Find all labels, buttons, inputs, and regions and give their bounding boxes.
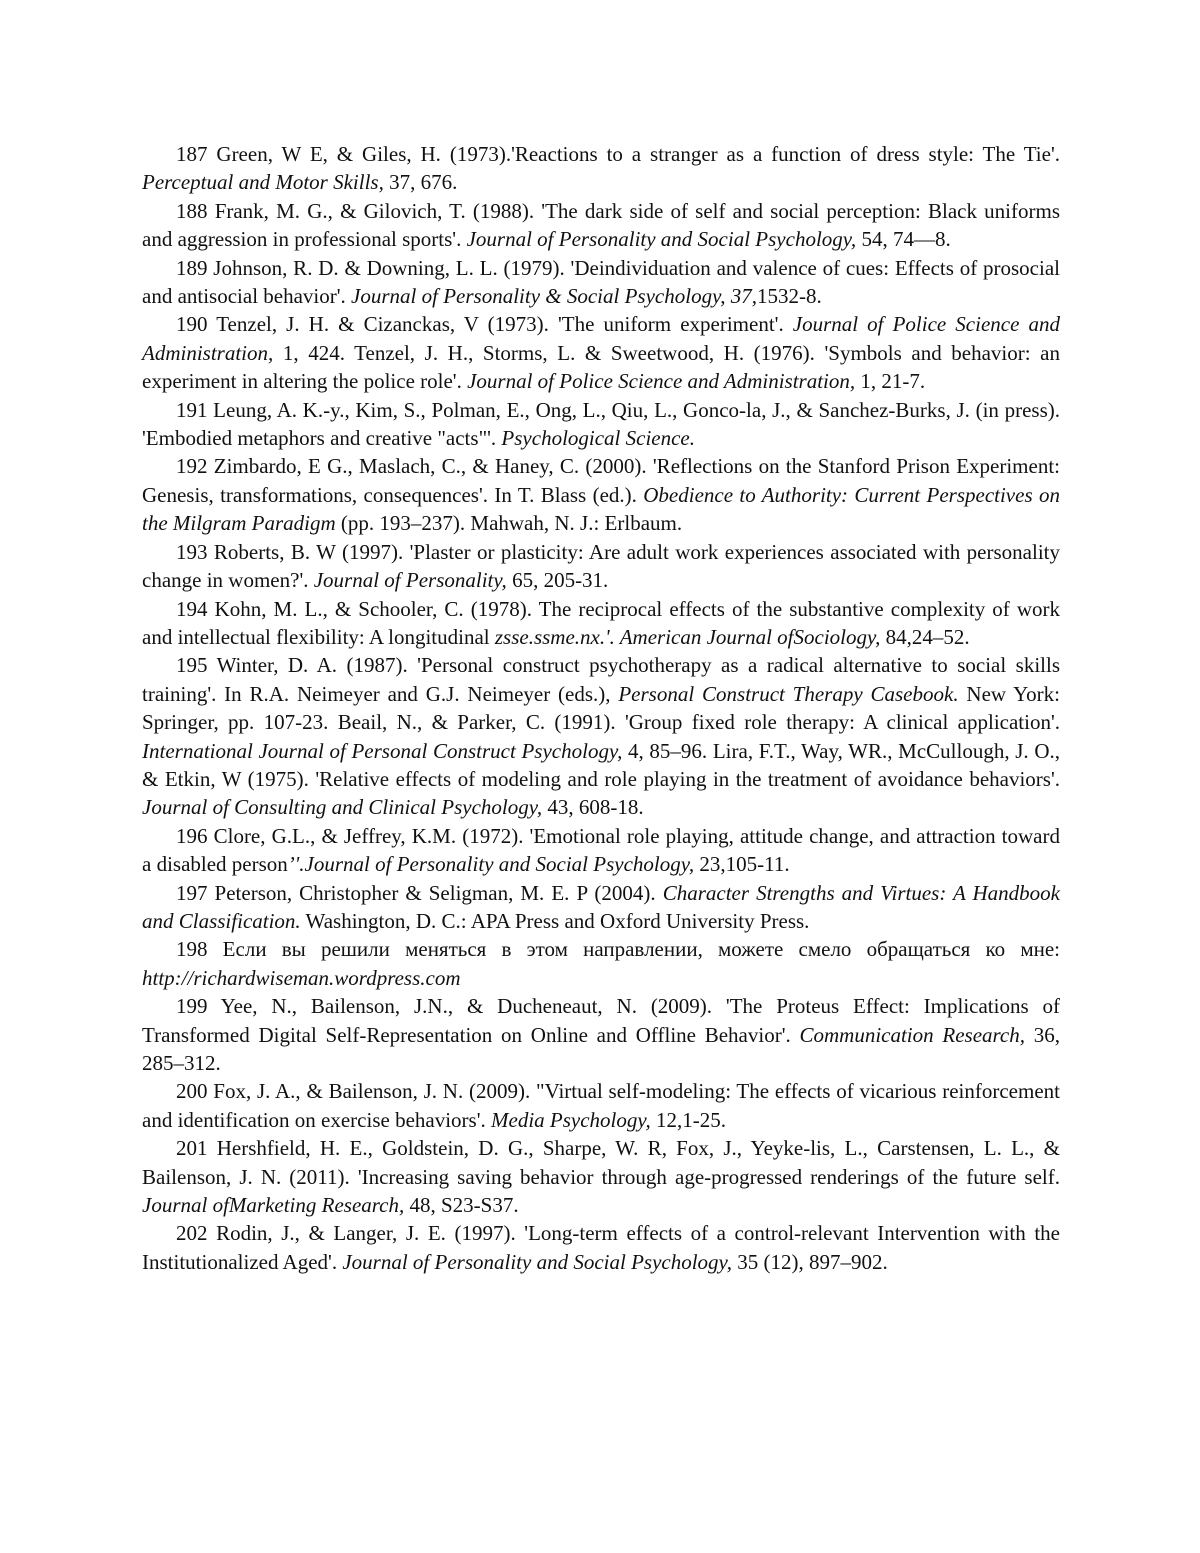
reference-text: 188 Frank, M. G., & Gilovich, T. (1988). 'The dark side of self and social perception: Black uniforms and aggression in professional sports'. (142, 198, 1060, 252)
reference-source-italic: Journal of Personality and Social Psychology, (342, 1249, 732, 1274)
reference-text: 200 Fox, J. A., & Bailenson, J. N. (2009). "Virtual self-modeling: The effects of vicarious reinforcement and identification on exercise behaviors'. (142, 1079, 1060, 1132)
reference-text: 201 Hershfield, H. E., Goldstein, D. G., Sharpe, W. R, Fox, J., Yeyke-lis, L., Carstensen, L. L., & Bailenson, J. N. (2011). 'Increasing saving behavior through age-progressed renderings of the future self. (142, 1136, 1060, 1189)
reference-source-italic: Journal ofMarketing Research, (142, 1193, 405, 1218)
reference-text: 196 Clore, G.L., & Jeffrey, K.M. (1972). 'Emotional role playing, attitude change, and attraction toward a disabled person (142, 823, 1060, 877)
reference-text: (pp. 193–237). Mahwah, N. J.: Erlbaum. (335, 511, 683, 536)
reference-source-italic: zsse.ssme.nx.'. American Journal ofSociology, (494, 624, 881, 649)
reference-source-italic: Psychological Science. (501, 426, 696, 451)
reference-text: 187 Green, W E, & Giles, H. (1973).'Reactions to a stranger as a function of dress style: The Tie'. (176, 142, 1060, 166)
reference-entry (142, 595, 1060, 652)
reference-entry (142, 452, 1060, 537)
reference-text: 199 Yee, N., Bailenson, J.N., & Ducheneaut, N. (2009). 'The Proteus Effect: Implications of Transformed Digital Self-Representation on Online and Offline Behavior'. (142, 994, 1060, 1047)
reference-entry (142, 651, 1060, 821)
reference-source-italic: Journal of Consulting and Clinical Psychology, (142, 795, 543, 820)
reference-entry (142, 538, 1060, 595)
reference-entry (142, 310, 1060, 395)
reference-text: 202 Rodin, J., & Langer, J. E. (1997). 'Long-term effects of a control-relevant Intervention with the Institutionalized Aged'. (142, 1221, 1060, 1274)
reference-text: Washington, D. C.: APA Press and Oxford University Press. (300, 908, 810, 933)
reference-entry (142, 935, 1060, 992)
reference-text: 193 Roberts, B. W (1997). 'Plaster or plasticity: Are adult work experiences associated with personality change in women?'. (142, 539, 1060, 593)
reference-text: 48, S23-S37. (404, 1193, 519, 1218)
reference-entry (142, 879, 1060, 936)
reference-text: 37, 676. (383, 170, 458, 195)
reference-text: 190 Tenzel, J. H. & Cizanckas, V (1973). 'The uniform experiment'. (176, 312, 793, 337)
reference-text: 197 Peterson, Christopher & Seligman, M. E. P (2004). (176, 880, 663, 905)
reference-source-italic: Communication Research, (799, 1022, 1025, 1047)
reference-entry (142, 822, 1060, 879)
reference-source-italic: Obedience to Authority: Current Perspectives on the Milgram Paradigm (142, 482, 1060, 536)
reference-text: 36, 285–312. (142, 1022, 1060, 1075)
reference-text: 65, 205-31. (506, 568, 609, 593)
reference-entry (142, 197, 1060, 254)
reference-entry (142, 1134, 1060, 1219)
reference-entry (142, 992, 1060, 1077)
reference-source-italic: Journal of Personality, (313, 568, 507, 593)
reference-entry (142, 140, 1060, 197)
reference-text: 189 Johnson, R. D. & Downing, L. L. (1979). 'Deindividuation and valence of cues: Effects of prosocial and antisocial behavior'. (142, 255, 1060, 309)
reference-text: 54, 74—8. (856, 227, 951, 252)
reference-text: 1, 21-7. (855, 369, 926, 394)
reference-source-italic: International Journal of Personal Construct Psychology, (142, 738, 623, 763)
reference-text: 35 (12), 897–902. (731, 1249, 888, 1274)
reference-text: 198 Если вы решили меняться в этом направлении, можете смело обращаться ко мне: (176, 937, 1060, 962)
reference-list (142, 140, 1060, 1276)
reference-text: New York: Springer, pp. 107-23. Beail, N., & Parker, C. (1991). 'Group fixed role therapy: A clinical application'. (142, 681, 1060, 735)
reference-text: 4, 85–96. Lira, F.T., Way, WR., McCullough, J. O., & Etkin, W (1975). 'Relative effects of modeling and role playing in the treatment of avoidance behaviors'. (142, 738, 1060, 791)
reference-source-italic: Personal Construct Therapy Casebook. (618, 681, 959, 706)
reference-source-italic: ʼ'.Journal of Personality and Social Psychology, (287, 852, 695, 877)
reference-entry (142, 254, 1060, 311)
reference-entry (142, 1077, 1060, 1134)
reference-source-italic: Media Psychology, (491, 1107, 651, 1132)
reference-text: 195 Winter, D. A. (1987). 'Personal construct psychotherapy as a radical alternative to social skills training'. In R.A. Neimeyer and G.J. Neimeyer (eds.), (142, 653, 1060, 706)
reference-text: 12,1-25. (650, 1107, 727, 1132)
reference-text: 1532-8. (757, 284, 822, 309)
reference-source-italic: Perceptual and Motor Skills, (142, 170, 384, 195)
reference-source-italic: Journal of Police Science and Administration, (142, 312, 1060, 365)
reference-entry (142, 396, 1060, 453)
reference-entry (142, 1219, 1060, 1276)
reference-text: 23,105-11. (694, 852, 790, 877)
reference-source-italic: Journal of Police Science and Administration, (467, 369, 856, 394)
reference-text: 1, 424. Tenzel, J. H., Storms, L. & Sweetwood, H. (1976). 'Symbols and behavior: an experiment in altering the police role'. (142, 340, 1060, 394)
reference-text: 191 Leung, A. K.-y., Kim, S., Polman, E., Ong, L., Qiu, L., Gonco-la, J., & Sanchez-Burks, J. (in press). 'Embodied metaphors and creative "acts"'. (142, 397, 1060, 451)
reference-text: 194 Kohn, M. L., & Schooler, C. (1978). The reciprocal effects of the substantive complexity of work and intellectual flexibility: A longitudinal (142, 596, 1060, 649)
reference-text: 43, 608-18. (542, 795, 644, 820)
reference-text: 192 Zimbardo, E G., Maslach, C., & Haney, C. (2000). 'Reflections on the Stanford Prison Experiment: Genesis, transformations, consequences'. In T. Blass (ed.). (142, 454, 1060, 507)
reference-url: http://richardwiseman.wordpress.com (142, 965, 461, 990)
reference-source-italic: Journal of Personality & Social Psychology, 37, (351, 284, 757, 309)
reference-source-italic: Journal of Personality and Social Psychology, (466, 227, 857, 252)
reference-text: 84,24–52. (880, 624, 970, 649)
reference-source-italic: Character Strengths and Virtues: A Handbook and Classification. (142, 880, 1060, 933)
